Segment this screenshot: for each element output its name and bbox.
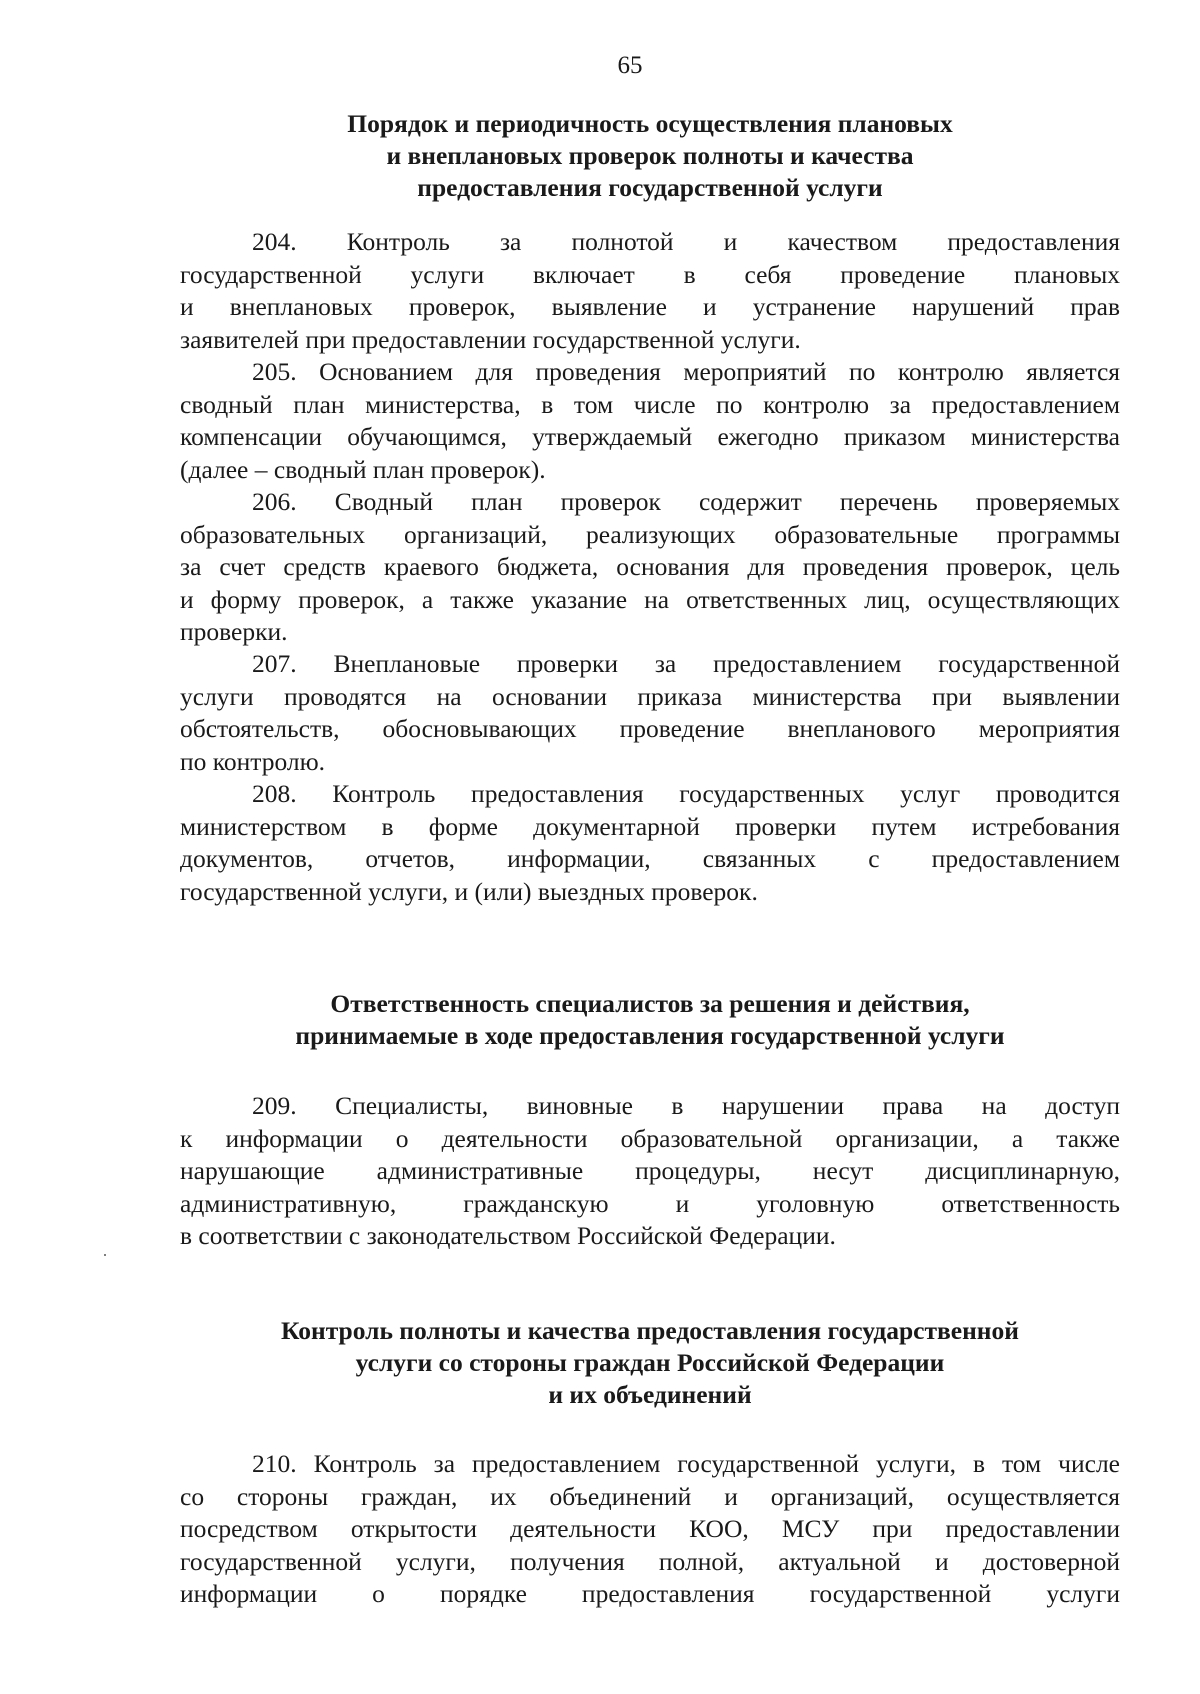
paragraph-204: 204. Контроль за полнотой и качеством предоставления государственной услуги включает в себя проведение плановых и внеплановых проверок, выявление и устранение нарушений прав заявителей при предоставлении государственной услуги.: [180, 227, 1120, 354]
paragraph-207: 207. Внеплановые проверки за предоставлением государственной услуги проводятся на основании приказа министерства при выявлении обстоятельств, обосновывающих проведение внепланового мероприятия по контролю.: [180, 649, 1120, 776]
section-heading: Порядок и периодичность осуществления плановых и внеплановых проверок полноты и качества предоставления государственной услуги: [347, 109, 953, 202]
section-heading: Ответственность специалистов за решения и действия, принимаемые в ходе предоставления государственной услуги: [295, 989, 1005, 1050]
paragraph-208: 208. Контроль предоставления государственных услуг проводится министерством в форме документарной проверки путем истребования документов, отчетов, информации, связанных с предоставлением государственной услуги, и (или) выездных проверок.: [180, 779, 1120, 906]
paragraph-209: 209. Специалисты, виновные в нарушении права на доступ к информации о деятельности образовательной организации, а также нарушающие административные процедуры, несут дисциплинарную, административную, гражданскую и уголовную ответственность в соответствии с законодательством Российской Федерации.: [180, 1091, 1120, 1250]
paragraph-210: 210. Контроль за предоставлением государственной услуги, в том числе со стороны граждан, их объединений и организаций, осуществляется посредством открытости деятельности КОО, МСУ при предоставлении государственной услуги, получения полной, актуальной и достоверной информации о порядке предоставления государственной услуги: [180, 1449, 1120, 1608]
scan-speck: [104, 1254, 106, 1256]
page-number: 65: [617, 52, 643, 79]
section-heading: Контроль полноты и качества предоставления государственной услуги со стороны граждан Российской Федерации и их объединений: [281, 1316, 1019, 1409]
paragraph-206: 206. Сводный план проверок содержит перечень проверяемых образовательных организаций, реализующих образовательные программы за счет средств краевого бюджета, основания для проведения проверок, цель и форму проверок, а также указание на ответственных лиц, осуществляющих проверки.: [180, 487, 1120, 646]
paragraph-205: 205. Основанием для проведения мероприятий по контролю является сводный план министерства, в том числе по контролю за предоставлением компенсации обучающимся, утверждаемый ежегодно приказом министерства (далее – сводный план проверок).: [180, 357, 1120, 484]
